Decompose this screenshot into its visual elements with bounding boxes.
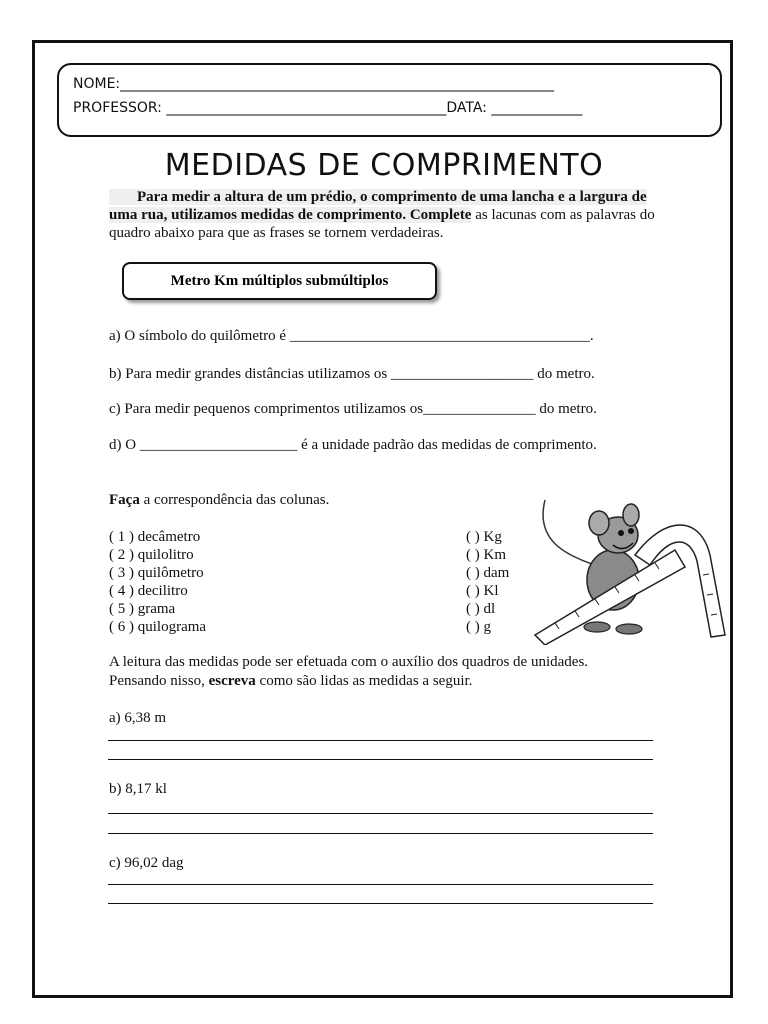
left-item: ( 4 ) decilitro: [109, 583, 188, 599]
answer-line[interactable]: [108, 884, 653, 885]
matching-left-column: [109, 528, 206, 636]
right-item[interactable]: ( ) Kg: [466, 529, 502, 545]
answer-line[interactable]: [108, 813, 653, 814]
reading-line-1: A leitura das medidas pode ser efetuada com o auxílio dos quadros de unidades.: [109, 654, 589, 670]
question-a: [109, 328, 594, 345]
name-line: NOME:______________________________________________________________: [73, 76, 555, 92]
right-item[interactable]: ( ) g: [466, 619, 491, 635]
date-label: DATA:: [446, 100, 487, 116]
right-item[interactable]: ( ) Kl: [466, 583, 499, 599]
measure-c: c) 96,02 dag: [109, 855, 184, 871]
matching-rest: a correspondência das colunas.: [139, 492, 330, 508]
matching-bold: Faça: [109, 492, 140, 508]
left-item: ( 1 ) decâmetro: [109, 529, 201, 545]
intro-bold-text: Para medir a altura de um prédio, o comprimento de uma lancha e a largura de uma rua, utilizamos medidas de comprimento. Complete: [109, 189, 647, 223]
answer-line[interactable]: [108, 759, 653, 760]
question-text: a) O símbolo do quilômetro é: [109, 328, 290, 344]
name-label: NOME:: [73, 76, 121, 92]
answer-blank[interactable]: _______________: [423, 401, 536, 417]
word-bank-box: Metro Km múltiplos submúltiplos: [122, 262, 437, 300]
left-item: ( 6 ) quilograma: [109, 619, 207, 635]
intro-paragraph: [109, 188, 659, 242]
professor-line: PROFESSOR: ________________________________________DATA: _____________: [73, 100, 583, 116]
question-text-end: é a unidade padrão das medidas de comprimento.: [297, 437, 597, 453]
answer-blank[interactable]: ___________________: [391, 366, 534, 382]
right-item[interactable]: ( ) dam: [466, 565, 510, 581]
left-item: ( 3 ) quilômetro: [109, 565, 204, 581]
intro-normal-text: as lacunas com as palavras do quadro abaixo para que as frases se tornem verdadeiras.: [109, 207, 655, 241]
matching-right-column: [466, 528, 509, 636]
question-text-end: .: [589, 328, 594, 344]
mouse-with-measuring-tape-icon: [525, 495, 740, 645]
question-c: [109, 401, 597, 418]
answer-blank[interactable]: ________________________________________: [289, 328, 590, 344]
question-text: b) Para medir grandes distâncias utilizamos os: [109, 366, 392, 382]
question-text-end: do metro.: [533, 366, 595, 382]
answer-line[interactable]: [108, 903, 653, 904]
question-text-end: do metro.: [535, 401, 597, 417]
professor-label: PROFESSOR:: [73, 100, 162, 116]
answer-blank[interactable]: _____________________: [139, 437, 298, 453]
question-text: c) Para medir pequenos comprimentos utilizamos os: [109, 401, 424, 417]
question-text: d) O: [109, 437, 140, 453]
reading-post: como são lidas as medidas a seguir.: [255, 673, 473, 689]
answer-line[interactable]: [108, 740, 653, 741]
answer-line[interactable]: [108, 833, 653, 834]
measure-a: a) 6,38 m: [109, 710, 167, 726]
right-item[interactable]: ( ) Km: [466, 547, 506, 563]
page-title: MEDIDAS DE COMPRIMENTO: [164, 148, 604, 183]
question-b: [109, 366, 595, 383]
reading-pre: Pensando nisso,: [109, 673, 209, 689]
left-item: ( 5 ) grama: [109, 601, 176, 617]
left-item: ( 2 ) quilolitro: [109, 547, 194, 563]
measure-b: b) 8,17 kl: [109, 781, 167, 797]
reading-bold: escreva: [208, 673, 256, 689]
question-d: [109, 437, 597, 454]
student-info-box: [57, 63, 722, 137]
matching-instruction: [109, 492, 329, 509]
right-item[interactable]: ( ) dl: [466, 601, 496, 617]
reading-line-2: [109, 673, 472, 690]
